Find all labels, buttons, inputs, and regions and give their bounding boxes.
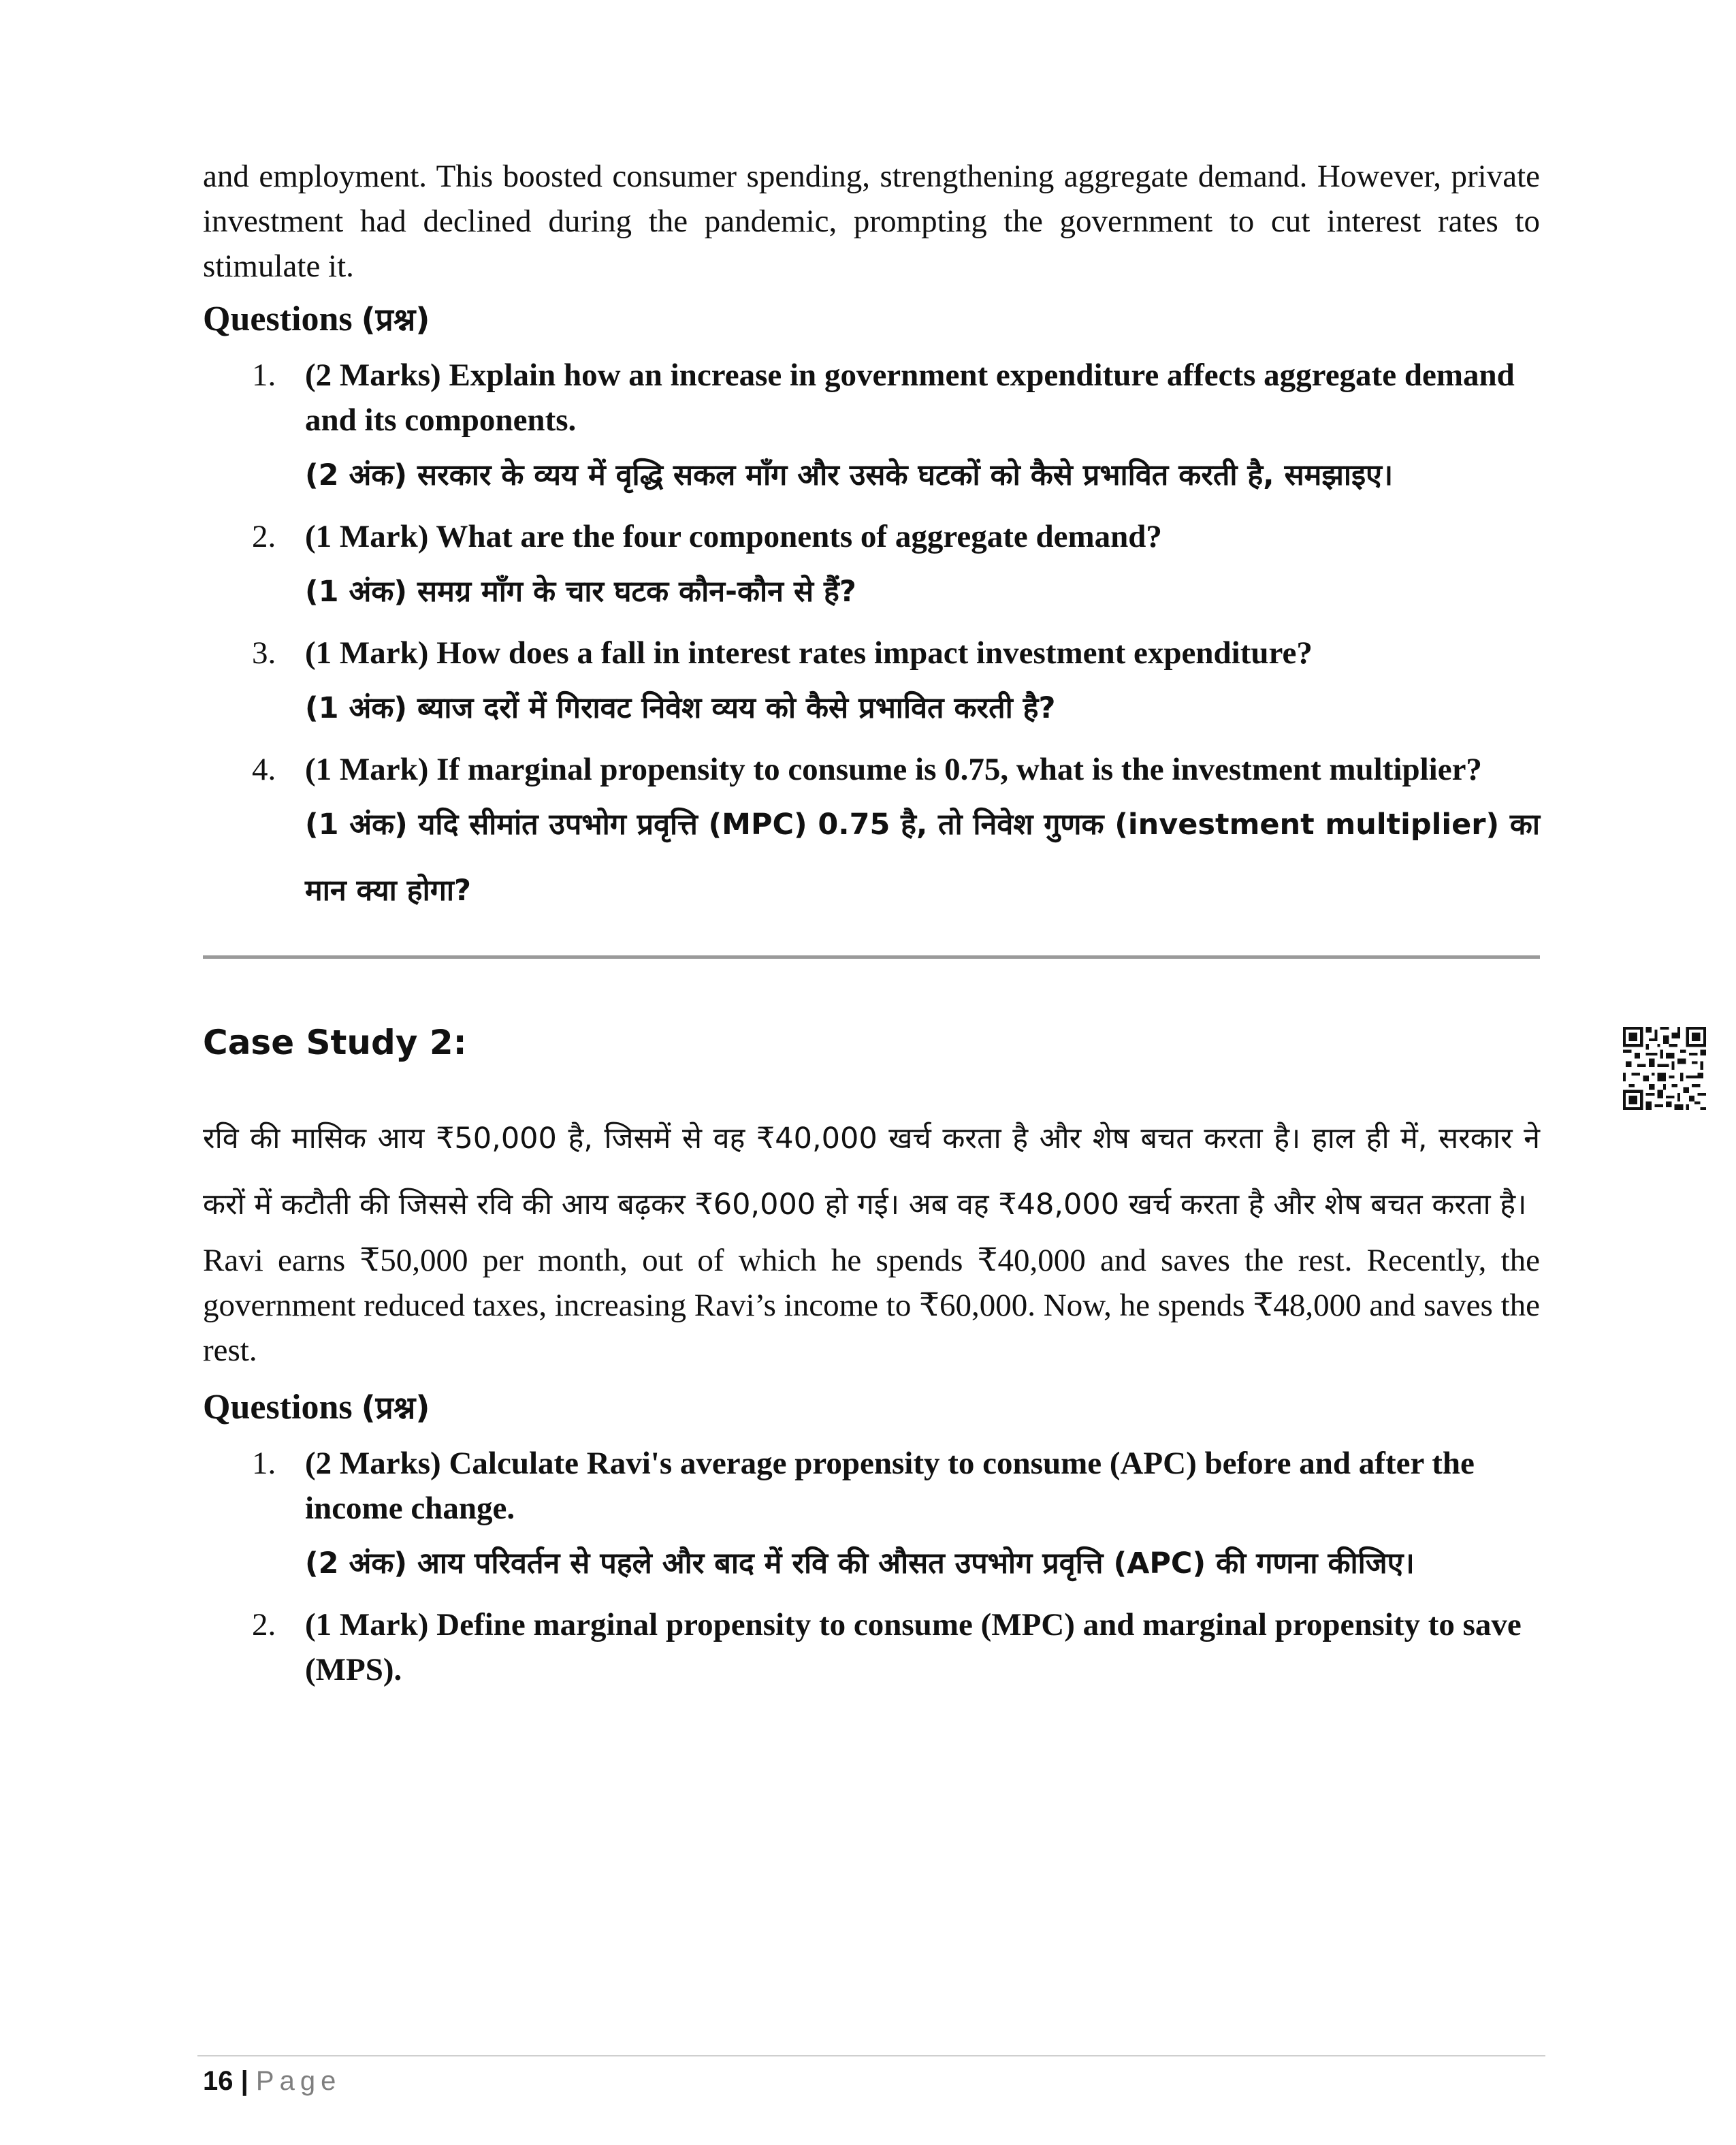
page-number: 16: [203, 2066, 234, 2096]
questions-heading: [203, 1384, 1540, 1431]
footer-divider: [197, 2055, 1545, 2056]
question-item: [203, 1441, 1540, 1597]
question-item: [203, 1602, 1540, 1692]
case-study-hindi-paragraph: रवि की मासिक आय ₹50,000 है, जिसमें से वह ₹40,000 खर्च करता है और शेष बचत करता है। हाल ही में, सरकार ने करों में कटौती की जिससे रवि की आय बढ़कर ₹60,000 हो गई। अब वह ₹48,000 खर्च करता है और शेष बचत करता है।: [203, 1122, 1540, 1222]
question-number: 2.: [252, 1607, 276, 1642]
question-number: 2.: [252, 519, 276, 554]
qr-code-icon[interactable]: [1623, 1027, 1706, 1110]
section-divider: [203, 955, 1540, 959]
questions-heading-en: Questions: [203, 300, 361, 338]
question-item: [203, 514, 1540, 625]
question-number: 1.: [252, 358, 276, 393]
question-text-en: (2 Marks) Explain how an increase in government expenditure affects aggregate demand and its components.: [305, 358, 1515, 438]
question-item: [203, 747, 1540, 924]
case-study-title: Case Study 2:: [203, 1023, 467, 1062]
question-list: [203, 353, 1540, 924]
question-text-en: (1 Mark) What are the four components of aggregate demand?: [305, 519, 1162, 554]
questions-heading-en: Questions: [203, 1388, 361, 1427]
question-item: [203, 353, 1540, 509]
questions-heading-hi: (प्रश्न): [361, 1389, 430, 1426]
question-text-en: (1 Mark) How does a fall in interest rates impact investment expenditure?: [305, 635, 1313, 671]
question-text-hi: (1 अंक) ब्याज दरों में गिरावट निवेश व्यय को कैसे प्रभावित करती है?: [305, 691, 1056, 725]
question-text-hi: (1 अंक) यदि सीमांत उपभोग प्रवृत्ति (MPC) 0.75 है, तो निवेश गुणक (investment multiplier) का मान क्या होगा?: [305, 808, 1540, 908]
question-number: 3.: [252, 635, 276, 671]
question-number: 4.: [252, 752, 276, 787]
question-number: 1.: [252, 1446, 276, 1481]
questions-heading: [203, 296, 1540, 343]
question-text-en: (1 Mark) If marginal propensity to consume is 0.75, what is the investment multiplier?: [305, 752, 1482, 787]
intro-paragraph: and employment. This boosted consumer spending, strengthening aggregate demand. However, private investment had declined during the pandemic, prompting the government to cut interest rates to stimulate it.: [203, 159, 1540, 284]
case-study-english-paragraph: Ravi earns ₹50,000 per month, out of which he spends ₹40,000 and saves the rest. Recently, the government reduced taxes, increasing Ravi’s income to ₹60,000. Now, he spends ₹48,000 and saves the rest.: [203, 1243, 1540, 1368]
question-text-en: (2 Marks) Calculate Ravi's average propensity to consume (APC) before and after the income change.: [305, 1446, 1475, 1526]
question-text-hi: (1 अंक) समग्र माँग के चार घटक कौन-कौन से हैं?: [305, 575, 856, 609]
questions-heading-hi: (प्रश्न): [361, 301, 430, 338]
page-footer: [203, 2061, 341, 2101]
question-text-hi: (2 अंक) आय परिवर्तन से पहले और बाद में रवि की औसत उपभोग प्रवृत्ति (APC) की गणना कीजिए।: [305, 1546, 1415, 1580]
question-list: [203, 1441, 1540, 1692]
question-text-hi: (2 अंक) सरकार के व्यय में वृद्धि सकल माँग और उसके घटकों को कैसे प्रभावित करती है, समझाइए।: [305, 458, 1394, 492]
page-content: [203, 154, 1540, 1698]
question-item: [203, 631, 1540, 742]
page-label: Page: [255, 2066, 342, 2096]
question-text-en: (1 Mark) Define marginal propensity to consume (MPC) and marginal propensity to save (MPS).: [305, 1607, 1522, 1687]
footer-separator: |: [233, 2066, 256, 2096]
